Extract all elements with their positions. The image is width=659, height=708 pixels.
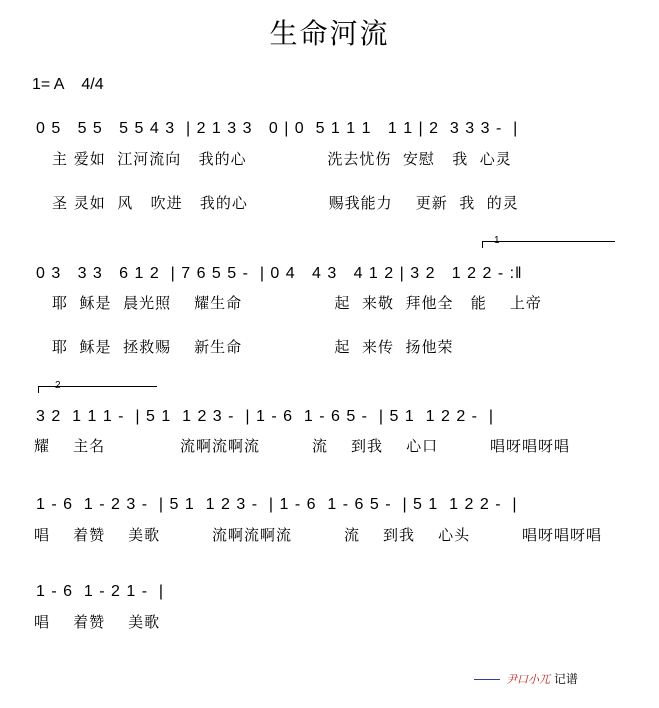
notation-row-3: 3 2 1 1 1 - | 5 1 1 2 3 - | 1 - 6 1 - 6 5 - | 5 1 1 2 2 - | <box>36 408 495 425</box>
lyric-row-5: 唱 着赞 美歌 <box>34 613 161 631</box>
notation-row-1: 0 5 5 5 5 5 4 3 | 2 1 3 3 0 | 0 5 1 1 1 1 1 | 2 3 3 3 - | <box>36 120 519 137</box>
page-title: 生命河流 <box>269 17 390 50</box>
lyric-row-1-verse-1: 主 爱如 江河流向 我的心 洗去忧伤 安慰 我 心灵 <box>52 150 512 168</box>
transcriber-suffix: 记谱 <box>553 672 578 686</box>
volta-number-2: 2 <box>55 380 61 391</box>
notation-row-5: 1 - 6 1 - 2 1 - | <box>36 583 165 600</box>
lyric-row-4: 唱 着赞 美歌 流啊流啊流 流 到我 心头 唱呀唱呀唱 <box>34 526 603 544</box>
key-label: 1= A <box>32 76 64 93</box>
key-signature <box>32 76 104 94</box>
volta-bracket-1 <box>482 241 615 248</box>
lyric-row-2-verse-1: 耶 稣是 晨光照 耀生命 起 来敬 拜他全 能 上帝 <box>52 294 542 312</box>
lyric-row-2-verse-2: 耶 稣是 拯救赐 新生命 起 来传 扬他荣 <box>52 338 454 356</box>
lyric-row-3: 耀 主名 流啊流啊流 流 到我 心口 唱呀唱呀唱 <box>34 437 571 455</box>
transcriber-name: 尹口小兀 <box>506 673 550 686</box>
transcriber-credit <box>506 670 578 687</box>
credit-rule <box>474 679 500 680</box>
time-signature: 4/4 <box>81 76 104 93</box>
volta-number-1: 1 <box>494 235 500 246</box>
lyric-row-1-verse-2: 圣 灵如 风 吹进 我的心 赐我能力 更新 我 的灵 <box>52 194 519 212</box>
notation-row-4: 1 - 6 1 - 2 3 - | 5 1 1 2 3 - | 1 - 6 1 - 6 5 - | 5 1 1 2 2 - | <box>36 496 518 513</box>
notation-row-2: 0 3 3 3 6 1 2 | 7 6 5 5 - | 0 4 4 3 4 1 2 | 3 2 1 2 2 - :‖ <box>36 265 523 282</box>
